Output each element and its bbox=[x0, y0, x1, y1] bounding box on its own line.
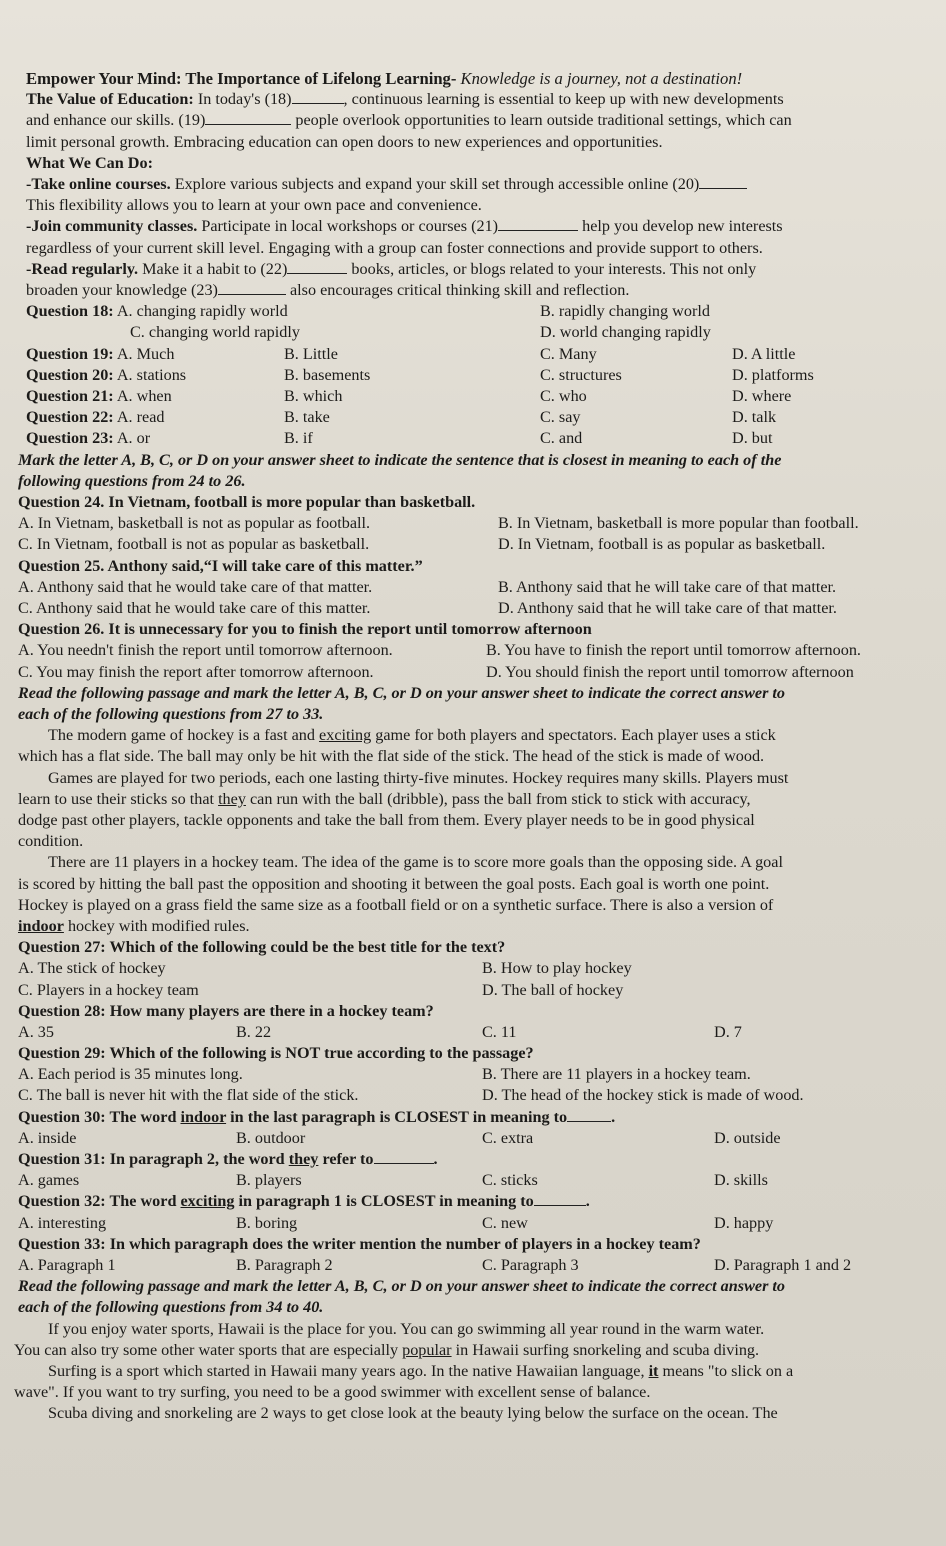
text: Participate in local workshops or courses (21) bbox=[201, 217, 499, 236]
what-heading bbox=[14, 153, 942, 174]
option-c[interactable]: C. In Vietnam, football is not as popular as basketball. bbox=[18, 535, 370, 554]
text: The modern game of hockey is a fast and bbox=[48, 726, 320, 745]
blank-19[interactable] bbox=[205, 124, 291, 125]
value-heading: The Value of Education: bbox=[26, 90, 194, 109]
hockey-p3-l2 bbox=[14, 874, 942, 895]
option-c[interactable]: C. say bbox=[540, 408, 581, 427]
option-c[interactable]: C. Anthony said that he would take care of this matter. bbox=[18, 598, 371, 617]
blank-22[interactable] bbox=[287, 273, 347, 274]
hawaii-l3 bbox=[14, 1361, 942, 1382]
value-line-1 bbox=[14, 89, 942, 110]
option-b[interactable]: B. if bbox=[284, 429, 313, 448]
text: wave". If you want to try surfing, you need to be a good swimmer with excellent sense of balance. bbox=[14, 1383, 651, 1402]
option-a[interactable]: A. In Vietnam, basketball is not as popular as football. bbox=[18, 514, 371, 533]
hockey-p2-l3 bbox=[14, 810, 942, 831]
option-c[interactable]: C. new bbox=[482, 1213, 528, 1232]
hockey-p3-l3 bbox=[14, 895, 942, 916]
option-c[interactable]: C. Many bbox=[540, 344, 597, 363]
question-27 bbox=[14, 937, 942, 958]
question-26-ab bbox=[14, 640, 942, 661]
question-24 bbox=[14, 492, 942, 513]
text: dodge past other players, tackle opponents and take the ball from them. Every player needs to be in good physical bbox=[18, 810, 755, 829]
question-29 bbox=[14, 1043, 942, 1064]
text: Question 30: The word bbox=[18, 1107, 181, 1126]
question-text: Question 28: How many players are there in a hockey team? bbox=[18, 1001, 434, 1020]
option-c[interactable]: C. Players in a hockey team bbox=[18, 980, 199, 999]
option-d[interactable]: D. outside bbox=[714, 1128, 781, 1147]
hockey-p1-l1 bbox=[14, 725, 942, 746]
blank-31[interactable] bbox=[374, 1163, 434, 1164]
instruction-27-33-cont bbox=[14, 704, 942, 725]
question-33-opts bbox=[14, 1255, 942, 1276]
text: Make it a habit to (22) bbox=[142, 259, 288, 278]
option-b[interactable]: B. rapidly changing world bbox=[540, 302, 710, 321]
question-18 bbox=[14, 301, 942, 322]
instruction-27-33 bbox=[14, 683, 942, 704]
option-d[interactable]: D. platforms bbox=[732, 365, 814, 384]
option-d[interactable]: D. world changing rapidly bbox=[540, 323, 711, 342]
option-d[interactable]: D. but bbox=[732, 429, 773, 448]
option-b[interactable]: B. 22 bbox=[236, 1022, 272, 1041]
text: . bbox=[433, 1150, 438, 1169]
text: . bbox=[611, 1107, 616, 1126]
blank-23[interactable] bbox=[218, 294, 286, 295]
underlined-word: it bbox=[648, 1362, 659, 1381]
hawaii-l1 bbox=[14, 1319, 942, 1340]
action-head: -Read regularly. bbox=[26, 259, 139, 278]
question-31 bbox=[14, 1149, 942, 1170]
question-32-opts bbox=[14, 1213, 942, 1234]
question-24-ab bbox=[14, 513, 942, 534]
option-d[interactable]: D. talk bbox=[732, 408, 777, 427]
option-c[interactable]: C. structures bbox=[540, 365, 622, 384]
option-d[interactable]: D. You should finish the report until tomorrow afternoon bbox=[486, 662, 854, 681]
text: broaden your knowledge (23) bbox=[26, 281, 218, 300]
text: and enhance our skills. (19) bbox=[26, 111, 206, 130]
option-d[interactable]: D. A little bbox=[732, 344, 796, 363]
question-25-cd bbox=[14, 598, 942, 619]
question-27-cd bbox=[14, 980, 942, 1001]
question-text: Question 25. Anthony said,“I will take care of this matter.” bbox=[18, 556, 423, 575]
question-20 bbox=[14, 365, 942, 386]
text: limit personal growth. Embracing education can open doors to new experiences and opportunities. bbox=[26, 132, 663, 151]
option-c[interactable]: C. sticks bbox=[482, 1171, 538, 1190]
text: regardless of your current skill level. Engaging with a group can foster connections and provide support to others. bbox=[26, 238, 763, 257]
option-b[interactable]: B. You have to finish the report until tomorrow afternoon. bbox=[486, 641, 861, 660]
option-c[interactable]: C. Paragraph 3 bbox=[482, 1256, 579, 1275]
q-label: Question 23: bbox=[26, 429, 114, 448]
question-32 bbox=[14, 1191, 942, 1212]
text: books, articles, or blogs related to your interests. This not only bbox=[351, 259, 757, 278]
option-a[interactable]: A. Much bbox=[116, 344, 175, 363]
hockey-p3-l4 bbox=[14, 916, 942, 937]
text: hockey with modified rules. bbox=[63, 916, 250, 935]
text: which has a flat side. The ball may only be hit with the flat side of the stick. The head of the stick is made of wood. bbox=[18, 747, 765, 766]
question-28-opts bbox=[14, 1022, 942, 1043]
option-a[interactable]: A. Each period is 35 minutes long. bbox=[18, 1065, 243, 1084]
option-c[interactable]: C. who bbox=[540, 386, 587, 405]
instruction-text: Read the following passage and mark the letter A, B, C, or D on your answer sheet to indicate the correct answer to bbox=[18, 683, 786, 702]
text: in paragraph 1 is CLOSEST in meaning to bbox=[234, 1192, 534, 1211]
option-a[interactable]: A. changing rapidly world bbox=[116, 302, 288, 321]
action-2-cont bbox=[14, 238, 942, 259]
hawaii-l5 bbox=[14, 1403, 942, 1424]
option-c[interactable]: C. changing world rapidly bbox=[130, 323, 300, 342]
question-text: Question 24. In Vietnam, football is more popular than basketball. bbox=[18, 492, 476, 511]
what-we-can-do: What We Can Do: bbox=[26, 153, 153, 172]
question-text: Question 26. It is unnecessary for you to finish the report until tomorrow afternoon bbox=[18, 620, 592, 639]
option-a[interactable]: A. when bbox=[116, 386, 172, 405]
question-21 bbox=[14, 386, 942, 407]
question-26 bbox=[14, 619, 942, 640]
q-label: Question 20: bbox=[26, 365, 114, 384]
underlined-word: indoor bbox=[180, 1107, 227, 1126]
option-b[interactable]: B. take bbox=[284, 408, 330, 427]
text: condition. bbox=[18, 832, 84, 851]
action-2 bbox=[14, 216, 942, 237]
question-30 bbox=[14, 1107, 942, 1128]
instruction-text: Mark the letter A, B, C, or D on your answer sheet to indicate the sentence that is closest in meaning to each of the bbox=[18, 450, 782, 469]
question-33 bbox=[14, 1234, 942, 1255]
option-b[interactable]: B. players bbox=[236, 1171, 302, 1190]
option-b[interactable]: B. boring bbox=[236, 1213, 298, 1232]
text: In today's (18) bbox=[197, 90, 292, 109]
option-b[interactable]: B. How to play hockey bbox=[482, 959, 632, 978]
underlined-word: indoor bbox=[18, 916, 64, 935]
question-25 bbox=[14, 556, 942, 577]
instruction-text: following questions from 24 to 26. bbox=[18, 471, 246, 490]
text: means "to slick on a bbox=[658, 1362, 794, 1381]
option-a[interactable]: A. 35 bbox=[18, 1022, 54, 1041]
blank-18[interactable] bbox=[292, 103, 344, 104]
text: There are 11 players in a hockey team. The idea of the game is to score more goals than the opposing side. A goal bbox=[48, 853, 783, 872]
hockey-p2-l4 bbox=[14, 831, 942, 852]
title-text: Empower Your Mind: The Importance of Lifelong Learning- bbox=[26, 69, 457, 88]
question-text: Question 29: Which of the following is NOT true according to the passage? bbox=[18, 1044, 534, 1063]
hockey-p1-l2 bbox=[14, 746, 942, 767]
option-a[interactable]: A. Paragraph 1 bbox=[18, 1256, 116, 1275]
blank-21[interactable] bbox=[498, 230, 578, 231]
text: Explore various subjects and expand your skill set through accessible online (20) bbox=[174, 175, 700, 194]
option-d[interactable]: D. Paragraph 1 and 2 bbox=[714, 1256, 852, 1275]
underlined-word: they bbox=[218, 789, 246, 808]
text: in the last paragraph is CLOSEST in meaning to bbox=[226, 1107, 568, 1126]
text: If you enjoy water sports, Hawaii is the place for you. You can go swimming all year round in the warm water. bbox=[48, 1319, 765, 1338]
option-d[interactable]: D. Anthony said that he will take care of that matter. bbox=[498, 598, 837, 617]
underlined-word: they bbox=[288, 1150, 319, 1169]
text: Hockey is played on a grass field the same size as a football field or on a synthetic surface. There is also a version of bbox=[18, 895, 774, 914]
hockey-p2-l2 bbox=[14, 789, 942, 810]
instruction-text: each of the following questions from 34 to 40. bbox=[18, 1298, 324, 1317]
question-27-ab bbox=[14, 958, 942, 979]
text: people overlook opportunities to learn outside traditional settings, which can bbox=[295, 111, 792, 130]
option-a[interactable]: A. interesting bbox=[18, 1213, 107, 1232]
q-label: Question 21: bbox=[26, 386, 114, 405]
question-29-cd bbox=[14, 1085, 942, 1106]
underlined-word: popular bbox=[402, 1340, 452, 1359]
option-c[interactable]: C. 11 bbox=[482, 1022, 517, 1041]
option-a[interactable]: A. You needn't finish the report until tomorrow afternoon. bbox=[18, 641, 393, 660]
option-d[interactable]: D. where bbox=[732, 386, 792, 405]
option-c[interactable]: C. The ball is never hit with the flat side of the stick. bbox=[18, 1086, 359, 1105]
action-3 bbox=[14, 259, 942, 280]
q-label: Question 18: bbox=[26, 302, 114, 321]
option-b[interactable]: B. which bbox=[284, 386, 343, 405]
text: also encourages critical thinking skill and reflection. bbox=[290, 281, 630, 300]
blank-30[interactable] bbox=[567, 1121, 611, 1122]
hockey-p3-l1 bbox=[14, 852, 942, 873]
text: You can also try some other water sports that are especially bbox=[14, 1340, 403, 1359]
text: Surfing is a sport which started in Hawaii many years ago. In the native Hawaiian language, bbox=[48, 1362, 649, 1381]
option-b[interactable]: B. In Vietnam, basketball is more popular than football. bbox=[498, 514, 859, 533]
question-24-cd bbox=[14, 534, 942, 555]
text: This flexibility allows you to learn at your own pace and convenience. bbox=[26, 196, 482, 215]
text: Question 32: The word bbox=[18, 1192, 181, 1211]
text: can run with the ball (dribble), pass the ball from stick to stick with accuracy, bbox=[245, 789, 751, 808]
text: in Hawaii surfing snorkeling and scuba diving. bbox=[451, 1340, 760, 1359]
action-3-cont bbox=[14, 280, 942, 301]
option-d[interactable]: D. In Vietnam, football is as popular as basketball. bbox=[498, 535, 826, 554]
action-1 bbox=[14, 174, 942, 195]
option-c[interactable]: C. extra bbox=[482, 1128, 534, 1147]
instruction-text: Read the following passage and mark the letter A, B, C, or D on your answer sheet to indicate the correct answer to bbox=[18, 1277, 786, 1296]
passage-title bbox=[14, 68, 942, 89]
option-a[interactable]: A. games bbox=[18, 1171, 80, 1190]
action-head: -Take online courses. bbox=[26, 175, 171, 194]
question-25-ab bbox=[14, 577, 942, 598]
value-line-3 bbox=[14, 132, 942, 153]
option-a[interactable]: A. or bbox=[116, 429, 151, 448]
question-23 bbox=[14, 428, 942, 449]
option-b[interactable]: B. basements bbox=[284, 365, 371, 384]
option-b[interactable]: B. There are 11 players in a hockey team. bbox=[482, 1065, 751, 1084]
question-31-opts bbox=[14, 1170, 942, 1191]
option-d[interactable]: D. The ball of hockey bbox=[482, 980, 624, 999]
option-d[interactable]: D. 7 bbox=[714, 1022, 742, 1041]
question-22 bbox=[14, 407, 942, 428]
title-italic: Knowledge is a journey, not a destination! bbox=[460, 69, 743, 88]
q-label: Question 22: bbox=[26, 408, 114, 427]
text: Scuba diving and snorkeling are 2 ways to get close look at the beauty lying below the surface on the ocean. The bbox=[48, 1404, 778, 1423]
hockey-p2-l1 bbox=[14, 768, 942, 789]
option-b[interactable]: B. Anthony said that he will take care of that matter. bbox=[498, 577, 837, 596]
question-text: Question 33: In which paragraph does the writer mention the number of players in a hockey team? bbox=[18, 1234, 701, 1253]
option-a[interactable]: A. read bbox=[116, 408, 165, 427]
instruction-34-40 bbox=[14, 1276, 942, 1297]
text: game for both players and spectators. Each player uses a stick bbox=[371, 726, 776, 745]
text: help you develop new interests bbox=[582, 217, 783, 236]
action-head: -Join community classes. bbox=[26, 217, 198, 236]
option-c[interactable]: C. and bbox=[540, 429, 583, 448]
blank-32[interactable] bbox=[534, 1205, 586, 1206]
option-d[interactable]: D. The head of the hockey stick is made of wood. bbox=[482, 1086, 804, 1105]
question-29-ab bbox=[14, 1064, 942, 1085]
text: , continuous learning is essential to keep up with new developments bbox=[343, 90, 784, 109]
question-19 bbox=[14, 344, 942, 365]
option-a[interactable]: A. stations bbox=[116, 365, 187, 384]
text: refer to bbox=[318, 1150, 374, 1169]
question-label bbox=[26, 301, 288, 322]
question-26-cd bbox=[14, 662, 942, 683]
question-text: Question 27: Which of the following could be the best title for the text? bbox=[18, 938, 506, 957]
question-18-cont bbox=[14, 322, 942, 343]
hawaii-l4 bbox=[14, 1382, 942, 1403]
option-a[interactable]: A. inside bbox=[18, 1128, 77, 1147]
text: . bbox=[585, 1192, 590, 1211]
option-c[interactable]: C. You may finish the report after tomorrow afternoon. bbox=[18, 662, 374, 681]
instruction-34-40-cont bbox=[14, 1297, 942, 1318]
worksheet-content bbox=[14, 68, 942, 1425]
option-a[interactable]: A. Anthony said that he would take care of that matter. bbox=[18, 577, 373, 596]
option-b[interactable]: B. Little bbox=[284, 344, 338, 363]
text: is scored by hitting the ball past the opposition and shooting it between the goal posts. Each goal is worth one point. bbox=[18, 874, 770, 893]
option-a[interactable]: A. The stick of hockey bbox=[18, 959, 166, 978]
text: Games are played for two periods, each one lasting thirty-five minutes. Hockey requires many skills. Players must bbox=[48, 768, 789, 787]
blank-20[interactable] bbox=[699, 188, 747, 189]
text: Question 31: In paragraph 2, the word bbox=[18, 1150, 289, 1169]
underlined-word: exciting bbox=[319, 726, 372, 745]
instruction-24-26-cont bbox=[14, 471, 942, 492]
option-b[interactable]: B. outdoor bbox=[236, 1128, 306, 1147]
instruction-24-26 bbox=[14, 450, 942, 471]
option-d[interactable]: D. skills bbox=[714, 1171, 768, 1190]
instruction-text: each of the following questions from 27 to 33. bbox=[18, 704, 324, 723]
action-1-cont bbox=[14, 195, 942, 216]
option-d[interactable]: D. happy bbox=[714, 1213, 774, 1232]
q-label: Question 19: bbox=[26, 344, 114, 363]
value-line-2 bbox=[14, 110, 942, 131]
underlined-word: exciting bbox=[180, 1192, 235, 1211]
hawaii-l2 bbox=[14, 1340, 942, 1361]
question-30-opts bbox=[14, 1128, 942, 1149]
option-b[interactable]: B. Paragraph 2 bbox=[236, 1256, 333, 1275]
question-28 bbox=[14, 1001, 942, 1022]
text: learn to use their sticks so that bbox=[18, 789, 219, 808]
